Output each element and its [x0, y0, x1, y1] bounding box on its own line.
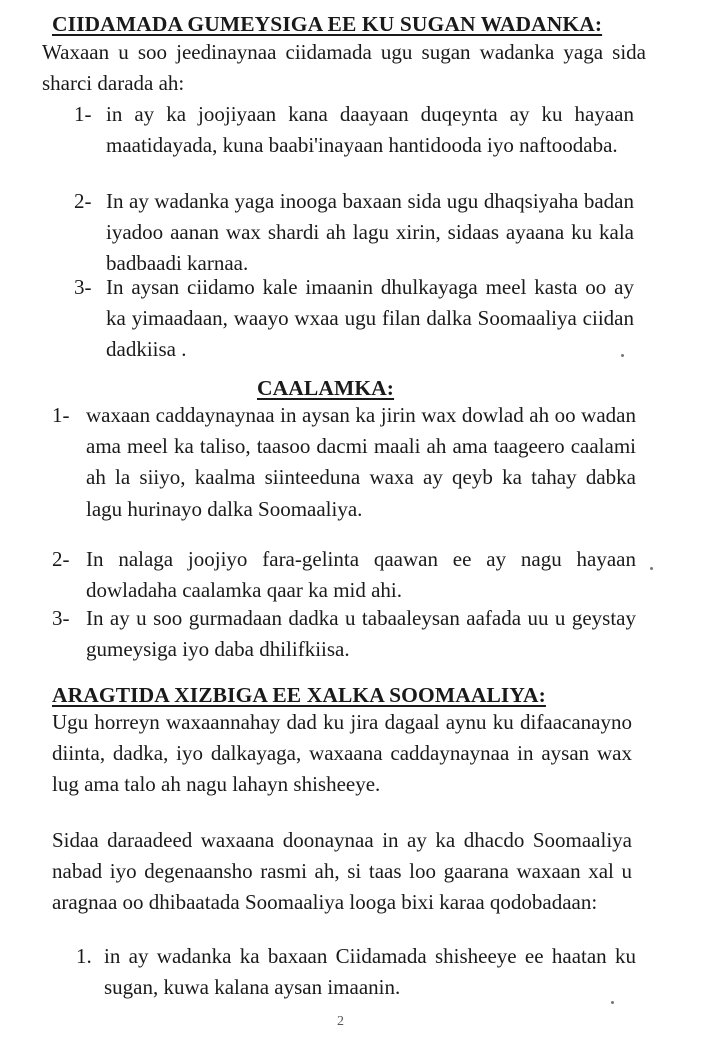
item-text: In nalaga joojiyo fara-gelinta qaawan ee ay nagu hayaan dowladaha caalamka qaar ka mid ahi. [86, 547, 636, 603]
section1-item-1 [74, 99, 634, 161]
item-number: 3- [74, 275, 92, 299]
section1-item-2 [74, 186, 634, 280]
item-number: 2- [52, 547, 70, 571]
scan-speck [621, 354, 624, 357]
item-text: In ay u soo gurmadaan dadka u tabaaleysan aafada uu u geystay gumeysiga iyo daba dhilifkiisa. [86, 606, 636, 662]
page-number: 2 [337, 1014, 344, 1029]
item-text: in ay wadanka ka baxaan Ciidamada shisheeye ee haatan ku sugan, kuwa kalana aysan imaanin. [104, 944, 636, 1000]
item-text: In aysan ciidamo kale imaanin dhulkayaga meel kasta oo ay ka yimaadaan, waayo wxaa ugu filan dalka Soomaaliya ciidan dadkiisa . [106, 275, 634, 362]
section2-item-2 [52, 544, 636, 606]
item-number: 3- [52, 606, 70, 630]
item-text: in ay ka joojiyaan kana daayaan duqeynta ay ku hayaan maatidayada, kuna baabi'inayaan hantidooda iyo naftoodaba. [106, 102, 634, 158]
section1-item-3 [74, 272, 634, 366]
section-heading-aragtida: ARAGTIDA XIZBIGA EE XALKA SOOMAALIYA: [52, 683, 546, 707]
section3-item-1 [76, 941, 636, 1003]
scan-speck [611, 1001, 614, 1004]
section2-item-1 [52, 400, 636, 525]
item-number: 1- [52, 403, 70, 427]
item-number: 2- [74, 189, 92, 213]
item-text: waxaan caddaynaynaa in aysan ka jirin wax dowlad ah oo wadan ama meel ka taliso, taasoo dacmi maali ah ama taageero caalami ah la siiyo, kaalma siinteeduna waxa ay qeyb ka tahay dabka lagu hurinayo dalka Soomaaliya. [86, 403, 636, 521]
section2-item-3 [52, 603, 636, 665]
item-text: In ay wadanka yaga inooga baxaan sida ugu dhaqsiyaha badan iyadoo aanan wax shardi ah lagu xirin, sidaas ayaana ku kala badbaadi karnaa. [106, 189, 634, 276]
section3-paragraph-1: Ugu horreyn waxaannahay dad ku jira dagaal aynu ku difaacanayno diinta, dadka, iyo dalkayaga, waxaana caddaynaynaa in aysan wax lug ama talo ah nagu lahayn shisheeye. [52, 710, 632, 797]
section-heading-ciidamada: CIIDAMADA GUMEYSIGA EE KU SUGAN WADANKA: [52, 12, 603, 36]
scan-speck [650, 567, 653, 570]
section3-paragraph-2: Sidaa daraadeed waxaana doonaynaa in ay ka dhacdo Soomaaliya nabad iyo degenaansho rasmi ah, si taas loo gaarana waxaan xal u aragnaa oo dhibaatada Soomaaliya looga bixi karaa qodobadaan: [52, 828, 632, 915]
section-heading-caalamka: CAALAMKA: [257, 376, 395, 400]
item-number: 1. [76, 944, 92, 968]
item-number: 1- [74, 102, 92, 126]
section1-intro: Waxaan u soo jeedinaynaa ciidamada ugu sugan wadanka yaga sida sharci darada ah: [42, 40, 646, 96]
